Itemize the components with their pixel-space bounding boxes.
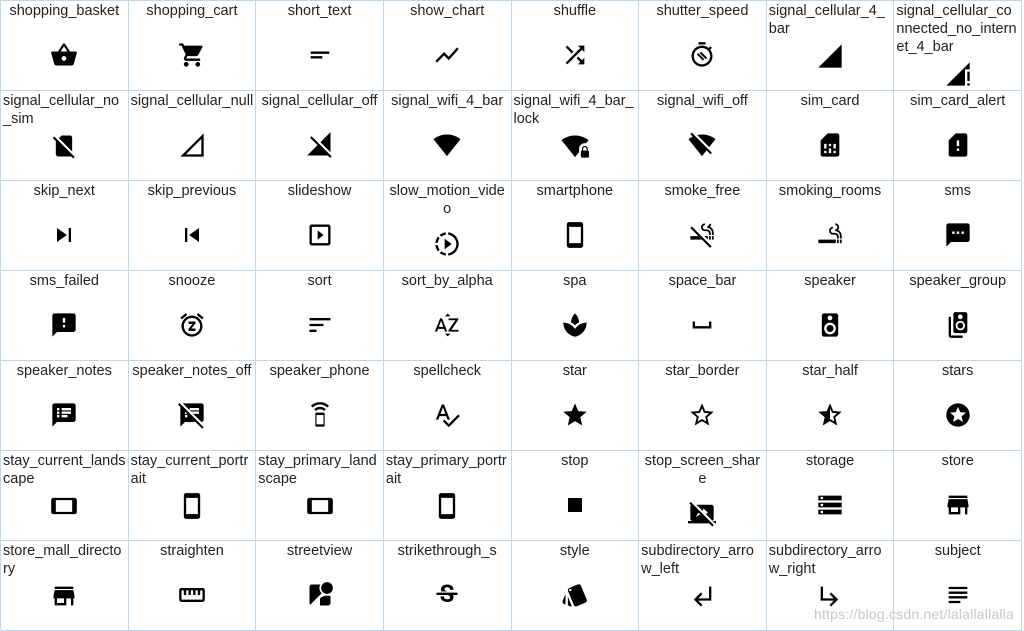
icon-cell-star-border — [639, 361, 767, 451]
icon-cell-shuffle — [512, 1, 640, 91]
icon-cell-shutter-speed — [639, 1, 767, 91]
storage-icon — [816, 491, 844, 519]
icon-label: space_bar — [668, 273, 737, 289]
stay-current-portrait-icon — [178, 492, 206, 520]
icon-label: storage — [805, 453, 855, 469]
icon-label: smoking_rooms — [778, 183, 882, 199]
icon-label: stay_primary_landscape — [258, 453, 377, 487]
icon-holder — [894, 470, 1021, 540]
icon-cell-stay-primary-landscape — [256, 451, 384, 541]
stop-icon — [561, 491, 589, 519]
icon-holder — [894, 110, 1021, 180]
icon-label: style — [559, 543, 590, 559]
star-icon — [561, 401, 589, 429]
icon-cell-store — [894, 451, 1022, 541]
signal-cellular-no-sim-icon — [50, 132, 78, 160]
signal-wifi-off-icon — [688, 131, 716, 159]
icon-cell-signal-cellular-off — [256, 91, 384, 181]
icon-cell-straighten — [129, 541, 257, 631]
icon-cell-sim-card-alert — [894, 91, 1022, 181]
icon-label: stay_current_portrait — [130, 453, 249, 487]
icon-label: stars — [941, 363, 974, 379]
sim-card-icon — [816, 131, 844, 159]
smoke-free-icon — [688, 221, 716, 249]
icon-cell-slow-motion-video — [384, 181, 512, 271]
icon-label: subdirectory_arrow_left — [641, 543, 754, 577]
slideshow-icon — [306, 221, 334, 249]
icon-label: signal_cellular_4_bar — [768, 3, 885, 37]
icon-holder — [384, 488, 511, 540]
icon-label: spa — [563, 273, 587, 289]
subject-icon — [944, 581, 972, 609]
smoking-rooms-icon — [816, 221, 844, 249]
icon-cell-speaker — [767, 271, 895, 361]
speaker-notes-off-icon — [178, 401, 206, 429]
icon-holder — [512, 20, 639, 90]
icon-holder — [129, 290, 256, 360]
icon-holder — [639, 110, 766, 180]
icon-cell-speaker-notes — [1, 361, 129, 451]
style-icon — [561, 581, 589, 609]
short-text-icon — [306, 41, 334, 69]
sort-by-alpha-icon — [433, 311, 461, 339]
sms-icon — [944, 221, 972, 249]
icon-cell-speaker-phone — [256, 361, 384, 451]
watermark-text: https://blog.csdn.net/lalallallalla — [813, 606, 1014, 622]
icon-holder — [256, 20, 383, 90]
icon-cell-signal-cellular-no-sim — [1, 91, 129, 181]
icon-label: stop — [561, 453, 589, 469]
icon-cell-storage — [767, 451, 895, 541]
subdirectory-arrow-left-icon — [688, 582, 716, 610]
icon-label: signal_wifi_4_bar — [391, 93, 504, 109]
icon-cell-skip-next — [1, 181, 129, 271]
icon-holder — [767, 578, 894, 630]
star-border-icon — [688, 401, 716, 429]
icon-holder — [256, 380, 383, 450]
icon-holder — [767, 380, 894, 450]
icon-label: shopping_cart — [146, 3, 238, 19]
icon-label: signal_cellular_off — [261, 93, 378, 109]
icon-cell-subdirectory-arrow-left — [639, 541, 767, 631]
icon-label: star — [562, 363, 587, 379]
icon-label: show_chart — [410, 3, 485, 19]
signal-cellular-off-icon — [306, 131, 334, 159]
skip-next-icon — [50, 221, 78, 249]
icon-holder — [512, 470, 639, 540]
icon-label: shuffle — [553, 3, 597, 19]
icon-holder — [639, 488, 766, 540]
icon-cell-streetview — [256, 541, 384, 631]
icon-holder — [767, 200, 894, 270]
icon-label: store_mall_directory — [3, 543, 122, 577]
icon-cell-speaker-group — [894, 271, 1022, 361]
icon-holder — [1, 128, 128, 180]
icon-label: straighten — [160, 543, 224, 559]
icon-holder — [256, 488, 383, 540]
spa-icon — [561, 311, 589, 339]
icon-holder — [894, 200, 1021, 270]
icon-holder — [129, 488, 256, 540]
icon-holder — [1, 290, 128, 360]
icon-cell-space-bar — [639, 271, 767, 361]
icon-holder — [384, 218, 511, 270]
icon-label: spellcheck — [413, 363, 482, 379]
icon-holder — [512, 128, 639, 180]
icon-holder — [1, 200, 128, 270]
shopping-cart-icon — [178, 41, 206, 69]
spellcheck-icon — [433, 401, 461, 429]
icon-label: signal_cellular_connected_no_internet_4_bar — [896, 3, 1017, 55]
icon-cell-skip-previous — [129, 181, 257, 271]
icon-holder — [512, 290, 639, 360]
icon-holder — [639, 20, 766, 90]
icon-cell-stop-screen-share — [639, 451, 767, 541]
stay-primary-portrait-icon — [433, 492, 461, 520]
icon-holder — [639, 200, 766, 270]
icon-label: shopping_basket — [9, 3, 120, 19]
icon-holder — [639, 578, 766, 630]
icon-label: streetview — [286, 543, 353, 559]
store-icon — [944, 491, 972, 519]
icon-cell-sms — [894, 181, 1022, 271]
sim-card-alert-icon — [944, 131, 972, 159]
icon-holder — [129, 200, 256, 270]
icon-label: smartphone — [536, 183, 614, 199]
icon-cell-style — [512, 541, 640, 631]
signal-cellular-no-internet-icon — [944, 60, 972, 88]
icon-cell-stars — [894, 361, 1022, 451]
icon-label: store — [941, 453, 974, 469]
icon-cell-shopping-basket — [1, 1, 129, 91]
skip-previous-icon — [178, 221, 206, 249]
icon-holder — [256, 290, 383, 360]
icon-cell-strikethrough-s — [384, 541, 512, 631]
icon-label: sim_card — [800, 93, 860, 109]
icon-holder — [129, 20, 256, 90]
icon-cell-stay-current-landscape — [1, 451, 129, 541]
strikethrough-s-icon — [433, 581, 461, 609]
icon-label: snooze — [168, 273, 216, 289]
store-mall-directory-icon — [50, 582, 78, 610]
icon-label: star_border — [665, 363, 740, 379]
icon-holder — [767, 38, 894, 90]
icon-holder — [512, 560, 639, 630]
stay-current-landscape-icon — [50, 492, 78, 520]
sort-icon — [306, 311, 334, 339]
icon-cell-smoke-free — [639, 181, 767, 271]
icon-holder — [384, 110, 511, 180]
icon-label: smoke_free — [664, 183, 741, 199]
icon-label: slideshow — [287, 183, 352, 199]
icon-label: short_text — [287, 3, 352, 19]
icon-holder — [256, 200, 383, 270]
icon-cell-shopping-cart — [129, 1, 257, 91]
icon-cell-stay-current-portrait — [129, 451, 257, 541]
icon-cell-slideshow — [256, 181, 384, 271]
icon-holder — [384, 290, 511, 360]
slow-motion-video-icon — [433, 230, 461, 258]
icon-holder — [894, 290, 1021, 360]
icon-holder — [129, 380, 256, 450]
icon-cell-store-mall-directory — [1, 541, 129, 631]
icon-cell-star-half — [767, 361, 895, 451]
icon-cell-short-text — [256, 1, 384, 91]
icon-holder — [894, 380, 1021, 450]
icon-holder — [767, 470, 894, 540]
smartphone-icon — [561, 221, 589, 249]
signal-cellular-4-bar-icon — [816, 42, 844, 70]
icon-label: speaker_group — [909, 273, 1007, 289]
icon-holder — [129, 560, 256, 630]
icon-label: shutter_speed — [656, 3, 749, 19]
icon-cell-sms-failed — [1, 271, 129, 361]
icon-holder — [1, 488, 128, 540]
sms-failed-icon — [50, 311, 78, 339]
icon-label: star_half — [802, 363, 858, 379]
icon-holder — [384, 380, 511, 450]
icon-cell-spellcheck — [384, 361, 512, 451]
show-chart-icon — [433, 41, 461, 69]
icon-cell-stay-primary-portrait — [384, 451, 512, 541]
signal-wifi-4-bar-lock-icon — [561, 132, 589, 160]
icon-label: subject — [934, 543, 981, 559]
icon-cell-smoking-rooms — [767, 181, 895, 271]
icon-label: signal_cellular_null — [130, 93, 254, 109]
speaker-group-icon — [944, 311, 972, 339]
icon-label: sms_failed — [29, 273, 99, 289]
icon-holder — [512, 380, 639, 450]
icon-label: strikethrough_s — [397, 543, 497, 559]
icon-label: stay_current_landscape — [3, 453, 126, 487]
icon-cell-signal-cellular-null — [129, 91, 257, 181]
snooze-icon — [178, 311, 206, 339]
icon-cell-sort — [256, 271, 384, 361]
icon-cell-signal-wifi-4-bar-lock — [512, 91, 640, 181]
icon-holder — [1, 20, 128, 90]
icon-label: sms — [944, 183, 971, 199]
icon-cell-signal-cellular-connected-no-internet-4-bar — [894, 1, 1022, 91]
icon-cell-star — [512, 361, 640, 451]
icon-holder — [894, 56, 1021, 90]
icon-cell-sort-by-alpha — [384, 271, 512, 361]
icon-label: sort — [307, 273, 332, 289]
icon-cell-snooze — [129, 271, 257, 361]
icon-label: subdirectory_arrow_right — [768, 543, 882, 577]
signal-cellular-null-icon — [178, 131, 206, 159]
icon-label: sim_card_alert — [910, 93, 1006, 109]
icon-label: stay_primary_portrait — [385, 453, 507, 487]
shuffle-icon — [561, 41, 589, 69]
stay-primary-landscape-icon — [306, 492, 334, 520]
speaker-notes-icon — [50, 401, 78, 429]
icon-cell-signal-wifi-4-bar — [384, 91, 512, 181]
icon-holder — [256, 560, 383, 630]
icon-label: stop_screen_share — [644, 453, 761, 487]
icon-cell-smartphone — [512, 181, 640, 271]
icon-label: skip_previous — [147, 183, 237, 199]
streetview-icon — [306, 581, 334, 609]
speaker-phone-icon — [306, 401, 334, 429]
icon-label: speaker_notes_off — [132, 363, 252, 379]
icon-label: slow_motion_video — [389, 183, 505, 217]
signal-wifi-4-bar-icon — [433, 131, 461, 159]
icon-holder — [1, 578, 128, 630]
space-bar-icon — [688, 311, 716, 339]
icon-cell-sim-card — [767, 91, 895, 181]
icon-holder — [384, 560, 511, 630]
icon-label: speaker_phone — [269, 363, 370, 379]
icon-cell-stop — [512, 451, 640, 541]
icon-holder — [767, 290, 894, 360]
stop-screen-share-icon — [688, 500, 716, 528]
shutter-speed-icon — [688, 41, 716, 69]
icon-holder — [129, 110, 256, 180]
icon-label: skip_next — [33, 183, 95, 199]
icon-cell-show-chart — [384, 1, 512, 91]
icon-label: signal_wifi_off — [657, 93, 748, 109]
icon-holder — [256, 110, 383, 180]
icon-label: sort_by_alpha — [401, 273, 493, 289]
star-half-icon — [816, 401, 844, 429]
shopping-basket-icon — [50, 41, 78, 69]
icon-cell-signal-wifi-off — [639, 91, 767, 181]
icon-holder — [384, 20, 511, 90]
straighten-icon — [178, 581, 206, 609]
icon-label: signal_cellular_no_sim — [3, 93, 120, 127]
icon-cell-signal-cellular-4-bar — [767, 1, 895, 91]
icon-holder — [1, 380, 128, 450]
stars-icon — [944, 401, 972, 429]
icon-holder — [512, 200, 639, 270]
icon-holder — [639, 290, 766, 360]
icon-holder — [639, 380, 766, 450]
speaker-icon — [816, 311, 844, 339]
icon-label: speaker — [804, 273, 856, 289]
icon-cell-speaker-notes-off — [129, 361, 257, 451]
icon-label: signal_wifi_4_bar_lock — [513, 93, 634, 127]
icon-holder — [767, 110, 894, 180]
icon-cell-spa — [512, 271, 640, 361]
icon-label: speaker_notes — [16, 363, 112, 379]
